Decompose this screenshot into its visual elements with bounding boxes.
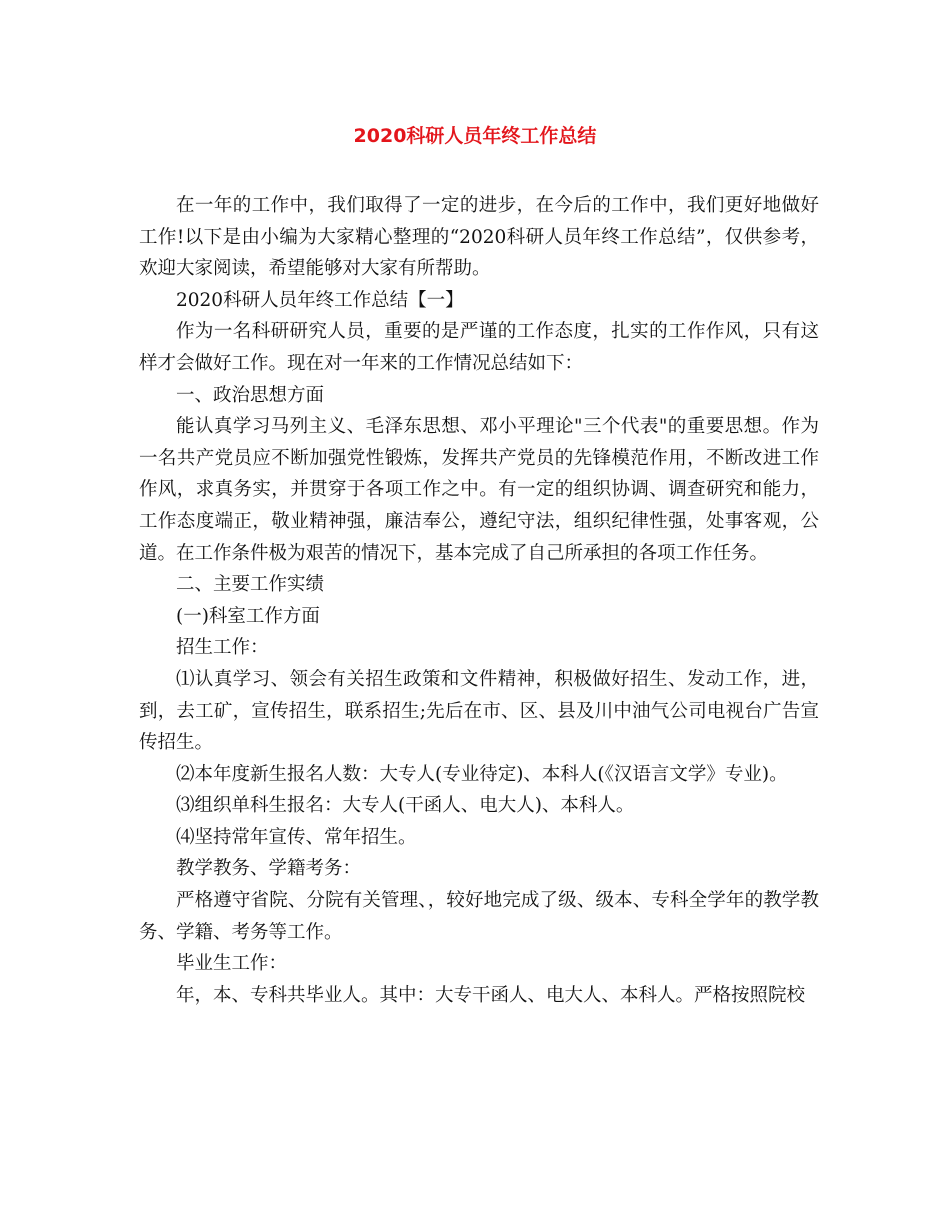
body-paragraph: 能认真学习马列主义、毛泽东思想、邓小平理论"三个代表"的重要思想。作为一名共产党员应不断加强党性锻炼，发挥共产党员的先锋模范作用，不断改进工作作风，求真务实，并贯穿于各项工作之中。有一定的组织协调、调查研究和能力，工作态度端正，敬业精神强，廉洁奉公，遵纪守法，组织纪律性强，处事客观，公道。在工作条件极为艰苦的情况下，基本完成了自己所承担的各项工作任务。 xyxy=(139,416,819,564)
subsection-heading-academic-affairs: 教学教务、学籍考务： xyxy=(176,858,362,880)
section-heading-achievements: 二、主要工作实绩 xyxy=(176,574,325,596)
section-heading-political: 一、政治思想方面 xyxy=(176,384,325,406)
section-heading-part-one: 2020科研人员年终工作总结【一】 xyxy=(176,289,464,311)
document-body xyxy=(139,190,819,1011)
body-paragraph: 年，本、专科共毕业人。其中：大专干函人、电大人、本科人。严格按照院校 xyxy=(176,984,806,1006)
list-item: ⑵本年度新生报名人数：大专人(专业待定)、本科人(《汉语言文学》专业)。 xyxy=(176,763,788,785)
subsection-heading-department: (一)科室工作方面 xyxy=(176,605,320,627)
subsection-heading-enrollment: 招生工作： xyxy=(176,637,269,659)
list-item: ⑴认真学习、领会有关招生政策和文件精神，积极做好招生、发动工作，进，到，去工矿，宣传招生，联系招生;先后在市、区、县及川中油气公司电视台广告宣传招生。 xyxy=(139,668,819,754)
document-title: 2020科研人员年终工作总结 xyxy=(353,125,597,147)
body-paragraph: 严格遵守省院、分院有关管理、，较好地完成了级、级本、专科全学年的教学教务、学籍、考务等工作。 xyxy=(139,890,819,943)
list-item: ⑶组织单科生报名：大专人(干函人、电大人)、本科人。 xyxy=(176,795,635,817)
body-paragraph: 作为一名科研研究人员，重要的是严谨的工作态度，扎实的工作作风，只有这样才会做好工作。现在对一年来的工作情况总结如下： xyxy=(139,321,819,374)
subsection-heading-graduates: 毕业生工作： xyxy=(176,953,288,975)
intro-paragraph: 在一年的工作中，我们取得了一定的进步，在今后的工作中，我们更好地做好工作!以下是由小编为大家精心整理的“2020科研人员年终工作总结”，仅供参考，欢迎大家阅读，希望能够对大家有所帮助。 xyxy=(139,195,819,280)
list-item: ⑷坚持常年宣传、常年招生。 xyxy=(176,826,417,848)
